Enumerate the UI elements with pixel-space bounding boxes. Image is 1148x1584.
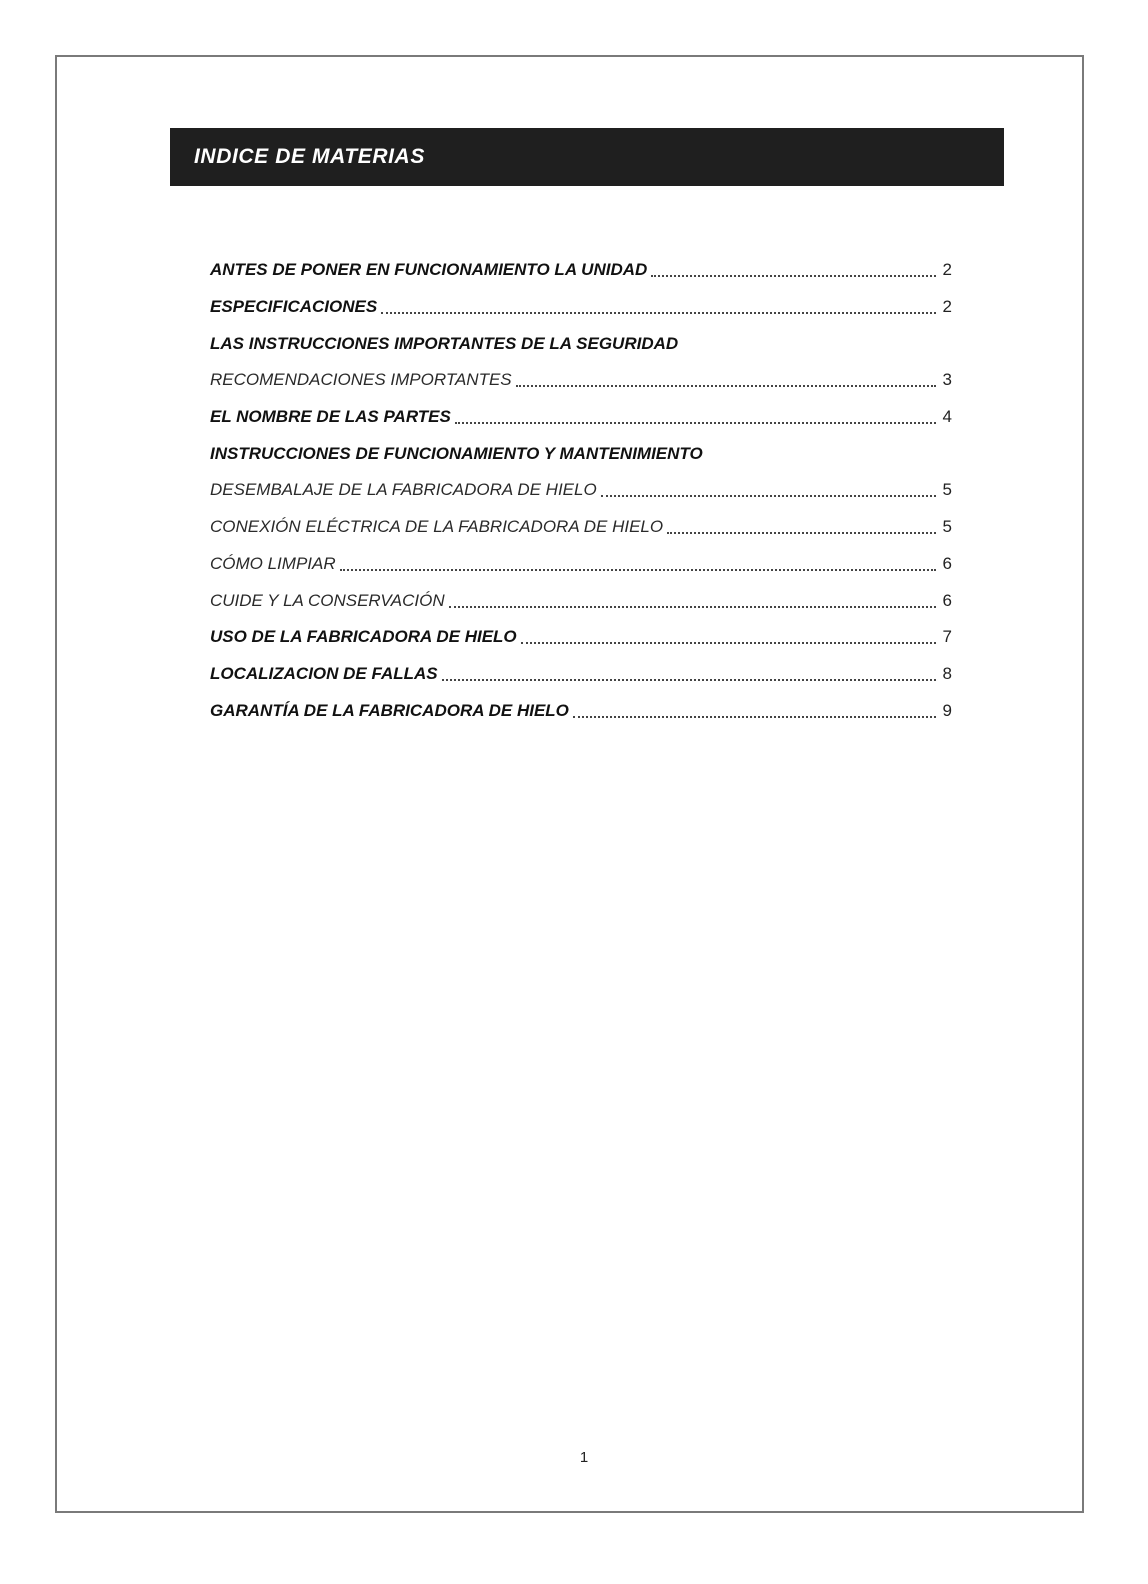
toc-section-label: INSTRUCCIONES DE FUNCIONAMIENTO Y MANTENIMIENTO — [210, 443, 703, 463]
toc-entry-page: 2 — [942, 297, 952, 317]
toc-leader-dots — [442, 679, 936, 681]
toc-entry-especificaciones[interactable] — [210, 289, 952, 326]
toc-entry-cuide-conservacion[interactable] — [210, 582, 952, 619]
toc-entry-label: GARANTÍA DE LA FABRICADORA DE HIELO — [210, 700, 569, 720]
toc-entry-page: 4 — [942, 407, 952, 427]
toc-entry-label: EL NOMBRE DE LAS PARTES — [210, 407, 451, 427]
toc-entry-page: 6 — [942, 590, 952, 610]
toc-entry-label: USO DE LA FABRICADORA DE HIELO — [210, 627, 517, 647]
title-bar — [170, 128, 1004, 186]
toc-entry-page: 7 — [942, 627, 952, 647]
toc-entry-uso[interactable] — [210, 619, 952, 656]
toc-leader-dots — [340, 569, 936, 571]
toc-entry-label: ESPECIFICACIONES — [210, 297, 378, 317]
toc-entry-label: DESEMBALAJE DE LA FABRICADORA DE HIELO — [210, 480, 597, 500]
toc-leader-dots — [667, 532, 936, 534]
toc-entry-conexion-electrica[interactable] — [210, 509, 952, 546]
toc-entry-page: 8 — [942, 663, 952, 683]
toc-entry-recomendaciones[interactable] — [210, 362, 952, 399]
toc-leader-dots — [651, 275, 936, 277]
toc-entry-como-limpiar[interactable] — [210, 546, 952, 583]
toc-entry-page: 9 — [942, 700, 952, 720]
toc-section-funcionamiento — [210, 435, 952, 472]
toc-leader-dots — [449, 606, 936, 608]
toc-entry-localizacion-fallas[interactable] — [210, 656, 952, 693]
table-of-contents — [210, 252, 952, 729]
toc-entry-label: CÓMO LIMPIAR — [210, 553, 336, 573]
toc-entry-desembalaje[interactable] — [210, 472, 952, 509]
toc-section-seguridad — [210, 325, 952, 362]
toc-section-label: LAS INSTRUCCIONES IMPORTANTES DE LA SEGURIDAD — [210, 333, 679, 353]
toc-leader-dots — [521, 642, 936, 644]
toc-leader-dots — [381, 312, 936, 314]
toc-entry-page: 2 — [942, 260, 952, 280]
toc-entry-label: CUIDE Y LA CONSERVACIÓN — [210, 590, 445, 610]
page-title: INDICE DE MATERIAS — [194, 145, 425, 168]
toc-entry-label: RECOMENDACIONES IMPORTANTES — [210, 370, 512, 390]
toc-entry-label: CONEXIÓN ELÉCTRICA DE LA FABRICADORA DE HIELO — [210, 517, 664, 537]
toc-entry-nombre-partes[interactable] — [210, 399, 952, 436]
toc-entry-page: 5 — [942, 517, 952, 537]
toc-entry-label: LOCALIZACION DE FALLAS — [210, 663, 438, 683]
toc-leader-dots — [573, 716, 936, 718]
toc-entry-page: 5 — [942, 480, 952, 500]
page-number: 1 — [579, 1449, 589, 1466]
toc-leader-dots — [516, 385, 936, 387]
toc-leader-dots — [455, 422, 936, 424]
toc-entry-antes-de-poner[interactable] — [210, 252, 952, 289]
toc-entry-label: ANTES DE PONER EN FUNCIONAMIENTO LA UNIDAD — [210, 260, 648, 280]
toc-entry-page: 6 — [942, 553, 952, 573]
toc-entry-garantia[interactable] — [210, 692, 952, 729]
toc-leader-dots — [601, 495, 936, 497]
toc-entry-page: 3 — [942, 370, 952, 390]
